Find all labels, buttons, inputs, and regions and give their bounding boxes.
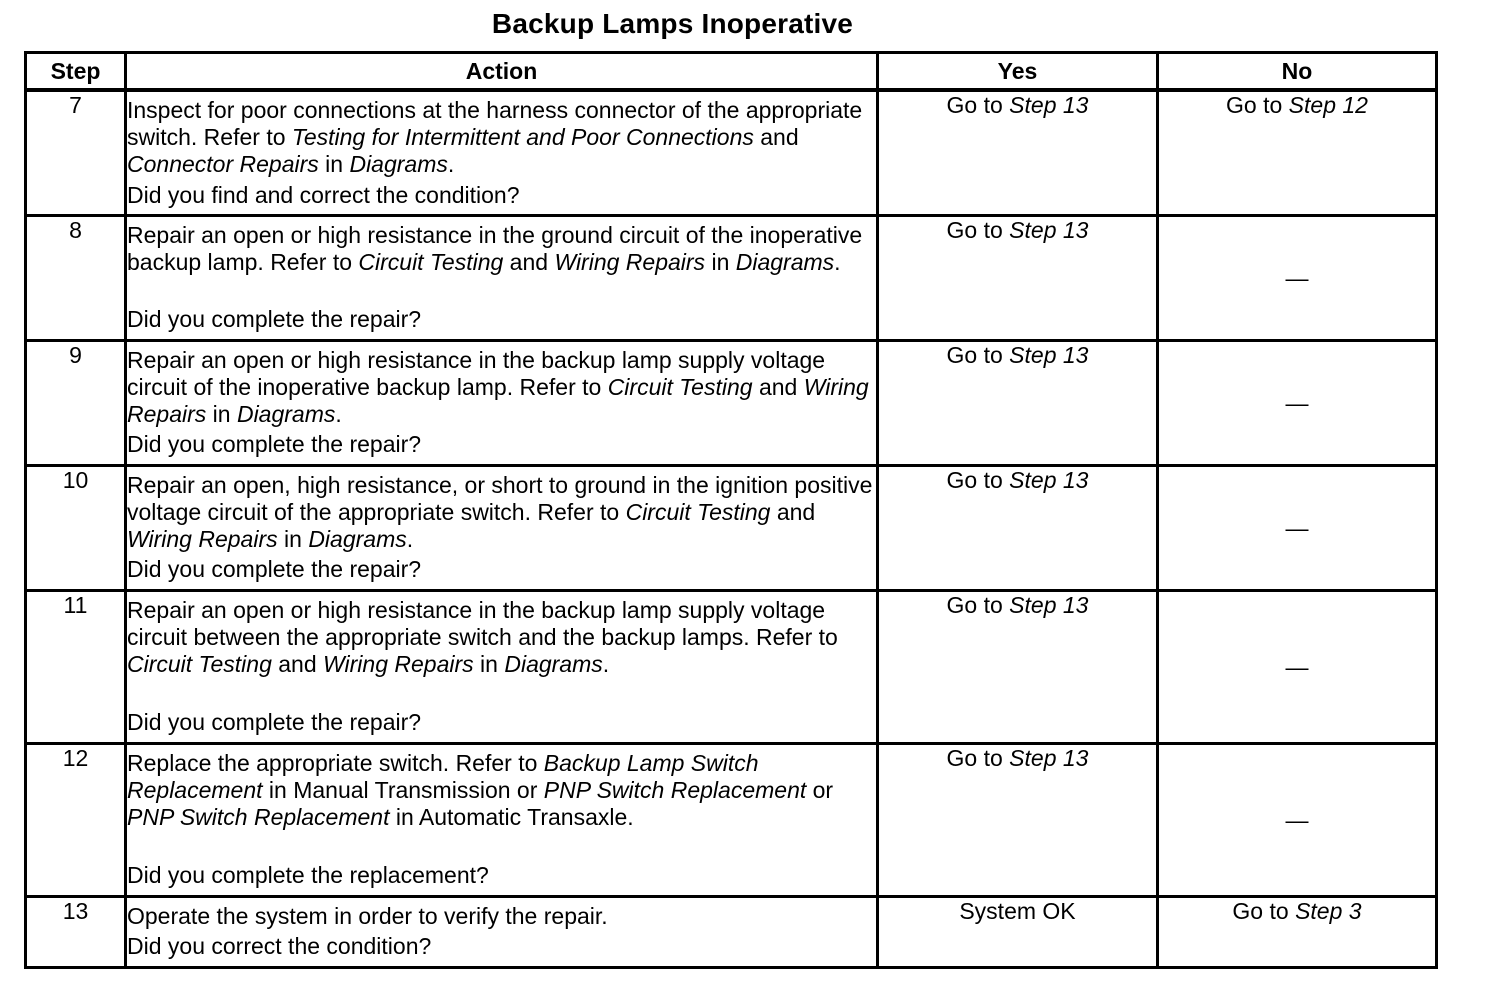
action-text xyxy=(127,898,876,930)
yes-outcome xyxy=(878,591,1158,744)
action-reference: Circuit Testing xyxy=(625,499,771,525)
column-header-yes: Yes xyxy=(878,53,1158,91)
table-row xyxy=(26,466,1437,591)
action-text xyxy=(127,217,876,276)
no-outcome-text: Go to xyxy=(1226,92,1289,118)
action-reference: Wiring Repairs xyxy=(127,374,869,427)
table-row xyxy=(26,897,1437,968)
action-text xyxy=(127,592,876,678)
table-row xyxy=(26,90,1437,216)
yes-step-reference: Step 13 xyxy=(1009,467,1089,493)
diagnostic-table xyxy=(24,51,1438,969)
yes-step-reference: Step 13 xyxy=(1009,745,1089,771)
action-text-segment: in xyxy=(277,526,309,552)
page-title: Backup Lamps Inoperative xyxy=(491,8,854,39)
action-content xyxy=(127,592,876,739)
action-text-segment: . xyxy=(406,526,414,552)
no-applicable-dash: — xyxy=(1285,653,1309,680)
action-text-segment: Inspect for poor connections at the harness connector of the appropriate switch. Refer to xyxy=(127,97,863,150)
no-outcome xyxy=(1158,897,1437,968)
action-content xyxy=(127,745,876,892)
column-header-action: Action xyxy=(126,53,878,91)
no-applicable-dash: — xyxy=(1285,264,1309,291)
action-question: Did you complete the repair? xyxy=(127,709,422,735)
action-text-segment: Replace the appropriate switch. Refer to xyxy=(127,750,544,776)
action-text-segment: and xyxy=(503,249,555,275)
action-reference: Diagrams xyxy=(504,651,603,677)
action-text-segment: and xyxy=(753,124,799,150)
step-number: 10 xyxy=(26,466,126,591)
table-row xyxy=(26,216,1437,341)
action-text xyxy=(127,342,876,428)
no-applicable-dash: — xyxy=(1285,514,1309,541)
action-cell xyxy=(126,466,878,591)
no-step-reference: Step 3 xyxy=(1295,898,1362,924)
yes-outcome xyxy=(878,216,1158,341)
action-content xyxy=(127,92,876,212)
yes-step-reference: Step 13 xyxy=(1009,92,1089,118)
yes-outcome-text: Go to xyxy=(946,92,1010,118)
table-row xyxy=(26,341,1437,466)
action-text-segment: Repair an open or high resistance in the backup lamp supply voltage circuit between the appropriate switch and the backup lamps. Refer to xyxy=(127,597,838,650)
action-reference: Diagrams xyxy=(308,526,407,552)
action-text-segment: or xyxy=(806,777,834,803)
step-number: 12 xyxy=(26,744,126,897)
action-question: Did you complete the replacement? xyxy=(127,862,489,888)
table-body xyxy=(26,90,1437,968)
no-applicable-dash: — xyxy=(1285,389,1309,416)
action-text-segment: Operate the system in order to verify the repair. xyxy=(127,903,608,929)
action-question: Did you complete the repair? xyxy=(127,556,422,582)
yes-step-reference: Step 13 xyxy=(1009,592,1089,618)
yes-step-reference: Step 13 xyxy=(1009,342,1089,368)
action-question: Did you complete the repair? xyxy=(127,306,422,332)
yes-outcome-text: Go to xyxy=(946,745,1010,771)
action-cell xyxy=(126,216,878,341)
action-cell xyxy=(126,744,878,897)
action-reference: Wiring Repairs xyxy=(323,651,474,677)
action-reference: Circuit Testing xyxy=(358,249,504,275)
yes-outcome xyxy=(878,744,1158,897)
action-reference: Diagrams xyxy=(349,151,448,177)
action-text xyxy=(127,92,876,178)
action-cell xyxy=(126,341,878,466)
action-text-segment: and xyxy=(271,651,324,677)
action-text xyxy=(127,745,876,831)
action-reference: PNP Switch Replacement xyxy=(127,804,390,830)
action-reference: Wiring Repairs xyxy=(127,526,278,552)
step-number: 13 xyxy=(26,897,126,968)
action-text-segment: in xyxy=(705,249,736,275)
no-outcome xyxy=(1158,341,1437,466)
action-text-segment: in xyxy=(318,151,350,177)
yes-outcome xyxy=(878,897,1158,968)
yes-outcome xyxy=(878,341,1158,466)
no-step-reference: Step 12 xyxy=(1288,92,1368,118)
action-question: Did you find and correct the condition? xyxy=(127,181,520,208)
no-outcome-text: Go to xyxy=(1232,898,1296,924)
action-text-segment: Repair an open, high resistance, or short to ground in the ignition positive voltage circuit of the appropriate switch. Refer to xyxy=(127,472,873,525)
action-reference: Connector Repairs xyxy=(127,151,319,177)
action-text-segment: Repair an open or high resistance in the backup lamp supply voltage circuit of the inoperative backup lamp. Refer to xyxy=(127,347,826,400)
yes-outcome xyxy=(878,466,1158,591)
no-outcome xyxy=(1158,90,1437,216)
action-text-segment: in xyxy=(206,401,237,427)
yes-outcome-text: Go to xyxy=(946,592,1010,618)
action-reference: Circuit Testing xyxy=(607,374,753,400)
no-outcome xyxy=(1158,591,1437,744)
action-question: Did you correct the condition? xyxy=(127,933,432,959)
yes-step-reference: Step 13 xyxy=(1009,217,1089,243)
action-text-segment: and xyxy=(770,499,816,525)
action-content xyxy=(127,342,876,461)
yes-outcome xyxy=(878,90,1158,216)
action-cell xyxy=(126,897,878,968)
action-content xyxy=(127,467,876,586)
yes-outcome-text: System OK xyxy=(959,898,1076,924)
action-cell xyxy=(126,90,878,216)
action-reference: Wiring Repairs xyxy=(554,249,706,275)
action-reference: Diagrams xyxy=(236,401,336,427)
table-row xyxy=(26,591,1437,744)
yes-outcome-text: Go to xyxy=(946,342,1010,368)
action-question: Did you complete the repair? xyxy=(127,431,422,457)
action-text-segment: Repair an open or high resistance in the ground circuit of the inoperative backup lamp. Refer to xyxy=(127,222,863,275)
action-reference: Circuit Testing xyxy=(127,651,272,677)
action-text-segment: . xyxy=(447,151,455,177)
yes-outcome-text: Go to xyxy=(946,467,1010,493)
no-applicable-dash: — xyxy=(1285,806,1309,833)
step-number: 11 xyxy=(26,591,126,744)
action-text xyxy=(127,467,876,553)
action-text-segment: and xyxy=(752,374,804,400)
step-number: 7 xyxy=(26,90,126,216)
action-text-segment: in Automatic Transaxle. xyxy=(389,804,634,830)
no-outcome xyxy=(1158,466,1437,591)
header-row xyxy=(26,53,1437,91)
action-text-segment: . xyxy=(834,249,841,275)
no-outcome xyxy=(1158,744,1437,897)
no-outcome xyxy=(1158,216,1437,341)
action-reference: Testing for Intermittent and Poor Connections xyxy=(291,124,754,150)
action-content xyxy=(127,217,876,336)
action-reference: Diagrams xyxy=(735,249,835,275)
step-number: 9 xyxy=(26,341,126,466)
action-text-segment: . xyxy=(602,651,610,677)
action-cell xyxy=(126,591,878,744)
step-number: 8 xyxy=(26,216,126,341)
action-reference: Backup Lamp Switch Replacement xyxy=(127,750,759,803)
table-row xyxy=(26,744,1437,897)
action-text-segment: in xyxy=(473,651,505,677)
column-header-no: No xyxy=(1158,53,1437,91)
action-text-segment: in Manual Transmission or xyxy=(262,777,544,803)
column-header-step: Step xyxy=(26,53,126,91)
action-text-segment: . xyxy=(335,401,342,427)
action-reference: PNP Switch Replacement xyxy=(543,777,807,803)
action-content xyxy=(127,898,876,963)
yes-outcome-text: Go to xyxy=(946,217,1010,243)
